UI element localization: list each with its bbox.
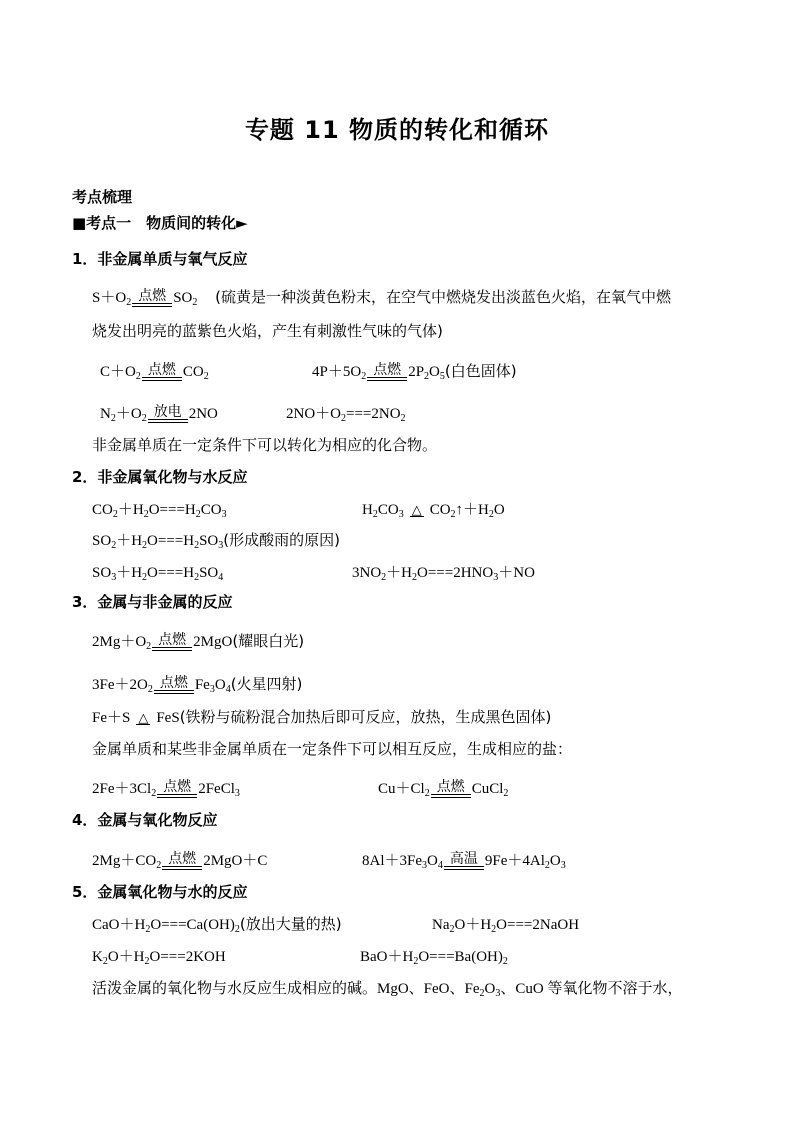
eq-bao-water: $BaO+H_2O===Ba(OH)_2$ (360, 949, 508, 967)
eq-note: (放出大量的热) (239, 915, 342, 933)
eq-cu-cl2: $Cu+Cl_2$ 点燃 CuCl$_2$ (378, 779, 509, 799)
condition-label: 点燃 (168, 851, 197, 867)
condition-label: 点燃 (138, 288, 167, 304)
section-heading: 考点梳理 (72, 188, 133, 206)
eq-note: (耀眼白光) (232, 632, 305, 650)
topic-heading: ■考点一 物质间的转化► (72, 214, 248, 232)
eq-k2o-water: $K_2O+H_2O===2KOH$ (92, 949, 226, 967)
eq-sulfur: $S+O_2$ 点燃 $SO_2$ (硫黄是一种淡黄色粉末，在空气中燃烧发出淡蓝色火焰，在氧气中燃 (92, 288, 671, 308)
condition-label: 点燃 (436, 779, 465, 795)
summary-text: 活泼金属的氧化物与水反应生成相应的碱。 (92, 979, 378, 997)
eq-no: $2NO+O_2===2NO_2$ (286, 406, 406, 424)
eq-no2-water: $3NO_2+H_2O===2HNO_3+NO$ (352, 565, 535, 583)
eq-al-fe3o4: $8Al+3Fe_3O_4$ 高温 $9Fe+4Al_2O_3$ (362, 851, 566, 871)
condition-label: 点燃 (373, 362, 402, 378)
eq-na2o-water: $Na_2O+H_2O===2NaOH$ (432, 917, 580, 935)
eq-fe-o2: $3Fe+2O_2$ 点燃 $Fe_3O_4$(火星四射) (92, 675, 303, 695)
eq-fe-cl2: $2Fe+3Cl_2$ 点燃 2FeCl$_3$ (92, 779, 240, 799)
condition-label: 放电 (153, 404, 182, 420)
eq-cao-water: $CaO+H_2O===Ca(OH)_2$(放出大量的热) (92, 915, 342, 935)
summary-1: 非金属单质在一定条件下可以转化为相应的化合物。 (92, 436, 438, 454)
eq-co2-water: $CO_2+H_2O===H_2CO_3$ (92, 502, 227, 520)
heading-2: 2．非金属氧化物与水反应 (72, 468, 248, 486)
eq-mg-o2: $2Mg+O_2$ 点燃 2MgO(耀眼白光) (92, 632, 305, 652)
eq-note: (铁粉与硫粉混合加热后即可反应，放热，生成黑色固体) (179, 708, 552, 726)
eq-note: (硫黄是一种淡黄色粉末，在空气中燃烧发出淡蓝色火焰，在氧气中燃 (215, 288, 671, 306)
eq-carbon: $C+O_2$ 点燃 $CO_2$ (100, 362, 209, 382)
eq-note: (形成酸雨的原因) (223, 531, 340, 549)
condition-label: 点燃 (159, 675, 188, 691)
page-title: 专题 11 物质的转化和循环 (244, 116, 550, 144)
heading-1: 1．非金属单质与氧气反应 (72, 250, 248, 268)
eq-so2-water: $SO_2+H_2O===H_2SO_3$(形成酸雨的原因) (92, 531, 340, 551)
eq-h2co3-decomp: $H_2CO_3$ △ $CO_2↑+H_2O$ (362, 502, 505, 520)
summary-5: 活泼金属的氧化物与水反应生成相应的碱。MgO、FeO、$Fe_2O_3$、CuO 等氧化物不溶于水， (92, 979, 683, 999)
eq-phosphorus: $4P+5O_2$ 点燃 $2P_2O_5$(白色固体) (312, 362, 517, 382)
eq-note: (火星四射) (230, 675, 303, 693)
eq-note-cont: 烧发出明亮的蓝紫色火焰，产生有刺激性气味的气体) (92, 322, 443, 340)
heading-4: 4．金属与氧化物反应 (72, 811, 218, 829)
eq-note: (白色固体) (444, 362, 517, 380)
eq-mg-co2: $2Mg+CO_2$ 点燃 2MgO＋C (92, 851, 268, 871)
heading-5: 5．金属氧化物与水的反应 (72, 883, 248, 901)
eq-fe-s: Fe＋S △ FeS(铁粉与硫粉混合加热后即可反应，放热，生成黑色固体) (92, 708, 552, 726)
condition-label: 高温 (449, 851, 478, 867)
eq-so3-water: $SO_3+H_2O===H_2SO_4$ (92, 565, 224, 583)
eq-nitrogen: $N_2+O_2$ 放电 2NO (100, 404, 218, 424)
condition-label: 点燃 (147, 362, 176, 378)
condition-label: 点燃 (163, 779, 192, 795)
summary-3: 金属单质和某些非金属单质在一定条件下可以相互反应，生成相应的盐： (92, 740, 573, 758)
summary-text: 等氧化物不溶于水， (547, 979, 683, 997)
condition-label: 点燃 (158, 632, 187, 648)
heading-3: 3．金属与非金属的反应 (72, 593, 233, 611)
